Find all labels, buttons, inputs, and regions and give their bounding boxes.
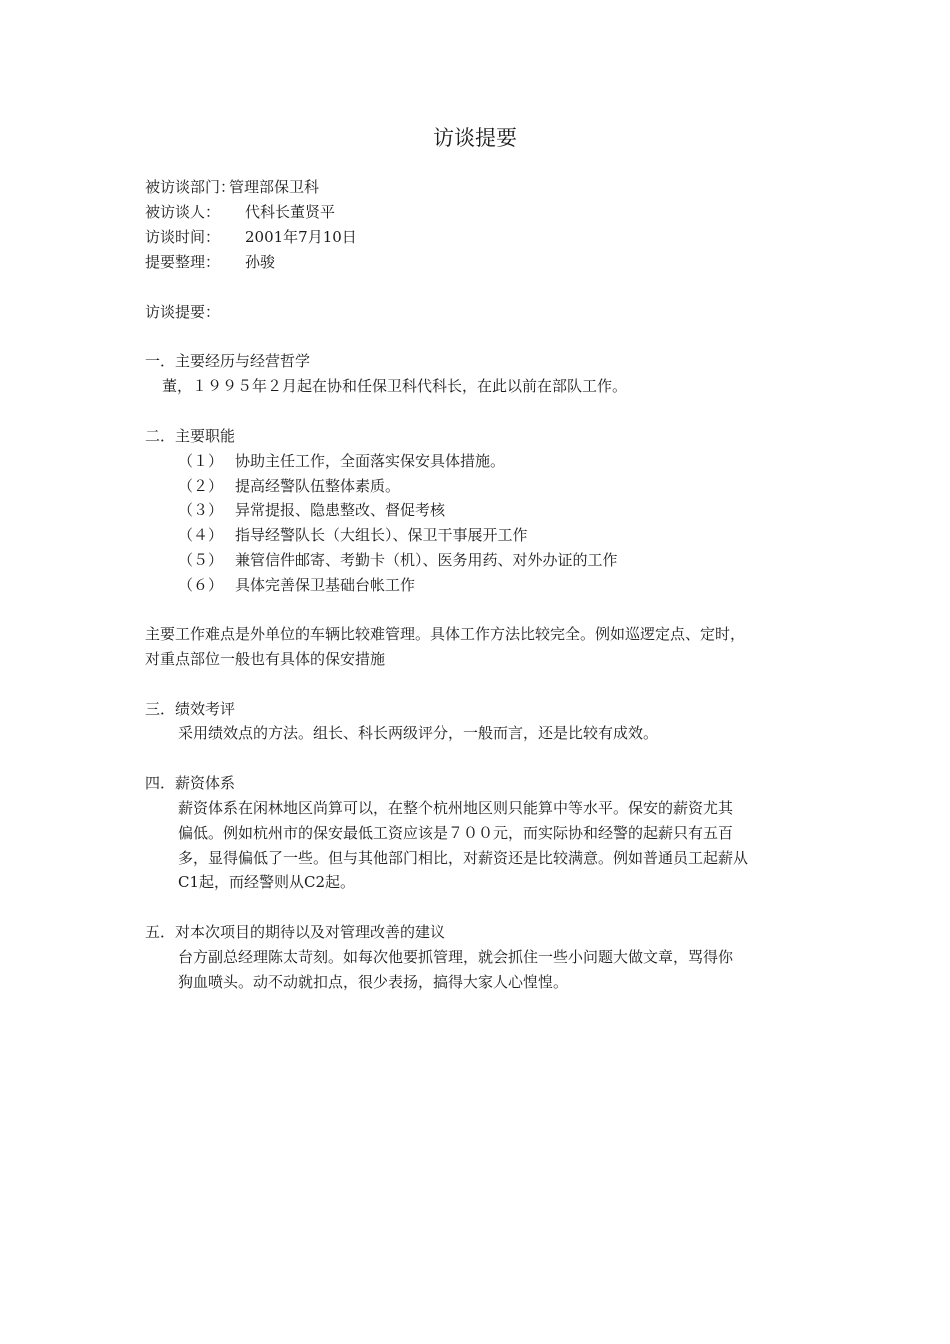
duty-number: （２） bbox=[178, 477, 224, 495]
section-5-line: 台方副总经理陈太苛刻。如每次他要抓管理，就会抓住一些小问题大做文章，骂得你 bbox=[178, 948, 734, 966]
section-5-line: 狗血喷头。动不动就扣点，很少表扬，搞得大家人心惶惶。 bbox=[178, 973, 569, 991]
duty-text: 指导经警队长（大组长）、保卫干事展开工作 bbox=[235, 526, 528, 544]
header-label: 被访谈人： bbox=[145, 203, 221, 221]
duty-item bbox=[178, 523, 528, 547]
header-value: 管理部保卫科 bbox=[229, 178, 320, 196]
header-value: 代科长董贤平 bbox=[245, 203, 336, 221]
duty-item bbox=[178, 474, 400, 498]
header-label: 被访谈部门： bbox=[145, 178, 236, 196]
section-1-body: 董，１９９５年２月起在协和任保卫科代科长，在此以前在部队工作。 bbox=[162, 377, 628, 395]
duty-item bbox=[178, 548, 618, 572]
duty-text: 兼管信件邮寄、考勤卡（机）、医务用药、对外办证的工作 bbox=[235, 551, 618, 569]
header-value: 孙骏 bbox=[245, 253, 276, 271]
section-1-heading: 一．主要经历与经营哲学 bbox=[145, 352, 311, 370]
duty-item bbox=[178, 573, 415, 597]
duty-item bbox=[178, 498, 445, 522]
duty-number: （３） bbox=[178, 501, 224, 519]
header-label: 提要整理： bbox=[145, 253, 221, 271]
section-2-heading: 二．主要职能 bbox=[145, 427, 236, 445]
header-time bbox=[145, 225, 357, 249]
duty-number: （４） bbox=[178, 526, 224, 544]
header-interviewee bbox=[145, 200, 335, 224]
section-4-line: C1起，而经警则从C2起。 bbox=[178, 873, 356, 891]
section-2-note: 对重点部位一般也有具体的保安措施 bbox=[145, 650, 386, 668]
duty-item bbox=[178, 449, 505, 473]
section-2-note: 主要工作难点是外单位的车辆比较难管理。具体工作方法比较完全。例如巡逻定点、定时， bbox=[145, 625, 746, 643]
summary-label: 访谈提要： bbox=[145, 303, 221, 321]
section-5-heading: 五．对本次项目的期待以及对管理改善的建议 bbox=[145, 923, 446, 941]
duty-text: 协助主任工作，全面落实保安具体措施。 bbox=[235, 452, 506, 470]
duty-text: 提高经警队伍整体素质。 bbox=[235, 477, 401, 495]
document-title: 访谈提要 bbox=[433, 126, 517, 150]
duty-number: （５） bbox=[178, 551, 224, 569]
duty-text: 具体完善保卫基础台帐工作 bbox=[235, 576, 416, 594]
duty-text: 异常提报、隐患整改、督促考核 bbox=[235, 501, 446, 519]
header-value: 2001年7月10日 bbox=[245, 228, 357, 246]
section-3-heading: 三．绩效考评 bbox=[145, 700, 236, 718]
duty-number: （１） bbox=[178, 452, 224, 470]
section-4-line: 多，显得偏低了一些。但与其他部门相比，对薪资还是比较满意。例如普通员工起薪从 bbox=[178, 849, 749, 867]
section-4-heading: 四．薪资体系 bbox=[145, 774, 236, 792]
duty-number: （６） bbox=[178, 576, 224, 594]
header-department bbox=[145, 175, 319, 199]
section-4-line: 薪资体系在闲林地区尚算可以，在整个杭州地区则只能算中等水平。保安的薪资尤其 bbox=[178, 799, 734, 817]
header-compiler bbox=[145, 250, 275, 274]
section-3-body: 采用绩效点的方法。组长、科长两级评分，一般而言，还是比较有成效。 bbox=[178, 724, 659, 742]
section-4-line: 偏低。例如杭州市的保安最低工资应该是７００元，而实际协和经警的起薪只有五百 bbox=[178, 824, 734, 842]
header-label: 访谈时间： bbox=[145, 228, 221, 246]
